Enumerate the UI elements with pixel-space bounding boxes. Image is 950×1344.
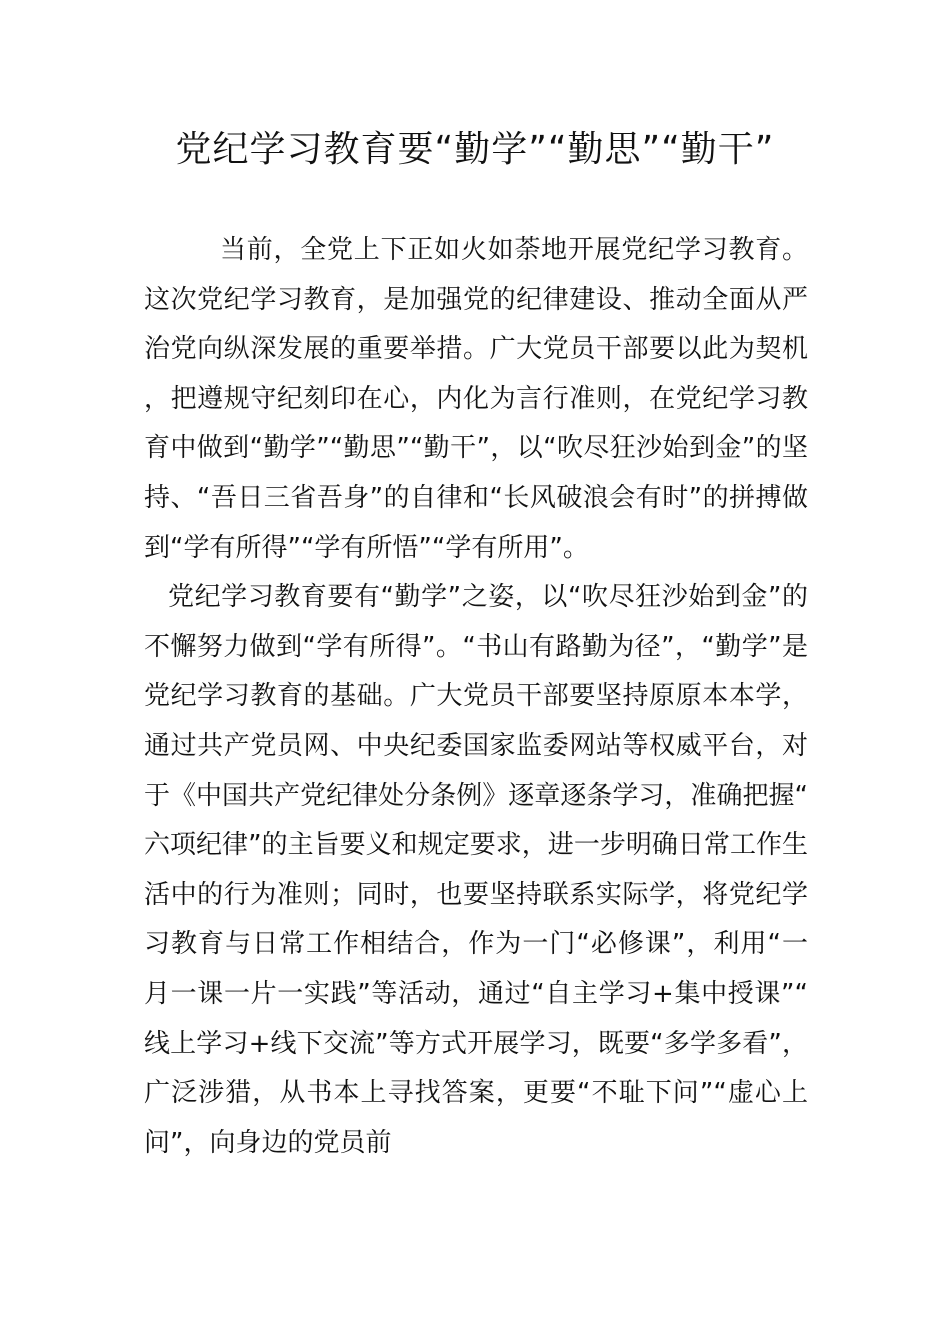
paragraph-diligent-study: 党纪学习教育要有“勤学”之姿，以“吹尽狂沙始到金”的不懈努力做到“学有所得”。“书山有路勤为径”，“勤学”是党纪学习教育的基础。广大党员干部要坚持原原本本学，通过共产党员网、中央纪委国家监委网站等权威平台，对于《中国共产党纪律处分条例》逐章逐条学习，准确把握“六项纪律”的主旨要义和规定要求，进一步明确日常工作生活中的行为准则；同时，也要坚持联系实际学，将党纪学习教育与日常工作相结合，作为一门“必修课”，利用“一月一课一片一实践”等活动，通过“自主学习+集中授课”“线上学习+线下交流”等方式开展学习，既要“多学多看”，广泛涉猎，从书本上寻找答案，更要“不耻下问”“虚心上问”，向身边的党员前 <box>144 582 808 1158</box>
paragraph-intro: 当前，全党上下正如火如荼地开展党纪学习教育。这次党纪学习教育，是加强党的纪律建设、推动全面从严治党向纵深发展的重要举措。广大党员干部要以此为契机，把遵规守纪刻印在心，内化为言行准则，在党纪学习教育中做到“勤学”“勤思”“勤干”，以“吹尽狂沙始到金”的坚持、“吾日三省吾身”的自律和“长风破浪会有时”的拼搏做到“学有所得”“学有所悟”“学有所用”。 <box>144 235 808 563</box>
document-title: 党纪学习教育要“勤学”“勤思”“勤干” <box>175 129 775 170</box>
document-body <box>144 226 808 1168</box>
